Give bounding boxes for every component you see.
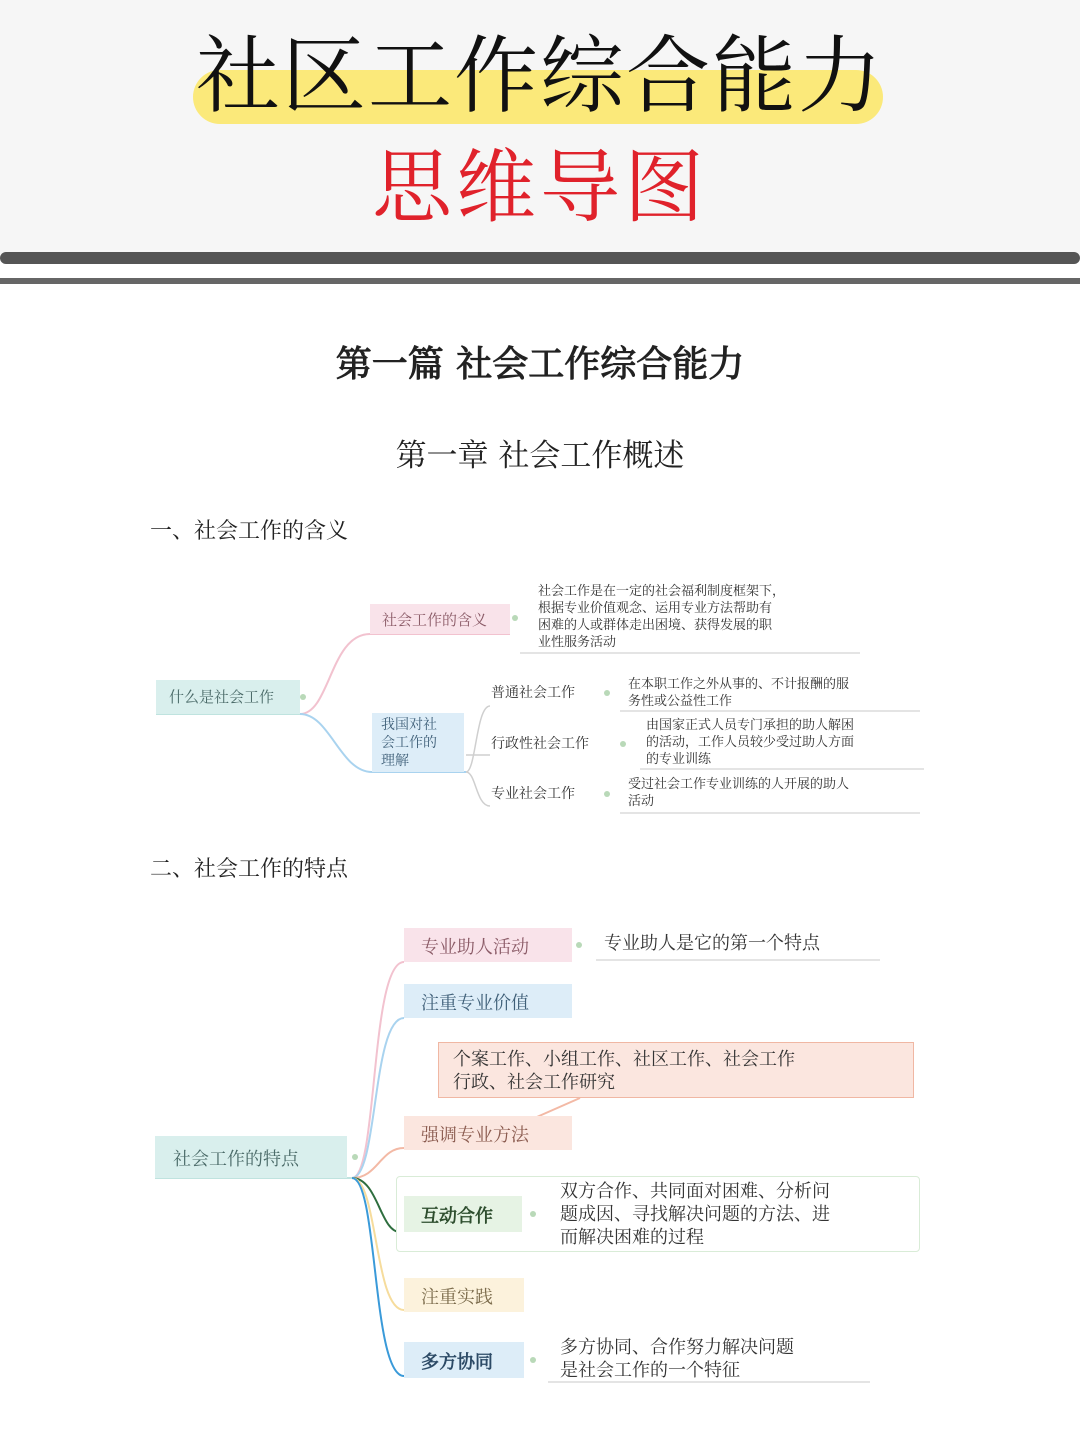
feature-professional-help[interactable]: 专业助人活动 (404, 928, 572, 962)
connector-dot (604, 690, 610, 696)
connector-dot (576, 942, 582, 948)
connector-dot (530, 1211, 536, 1217)
branch-understanding[interactable]: 我国对社 会工作的 理解 (372, 713, 464, 772)
page-subtitle: 思维导图 (372, 141, 708, 234)
part-title: 第一篇 社会工作综合能力 (335, 344, 745, 385)
meaning-definition: 社会工作是在一定的社会福利制度框架下， 根据专业价值观念、运用专业方法帮助有 困难的人或群体走出困境、获得发展的职 业性服务活动 (538, 584, 786, 650)
connector-dot (300, 694, 306, 700)
section-heading-meaning: 一、社会工作的含义 (150, 519, 349, 544)
feature-professional-values[interactable]: 注重专业价值 (404, 984, 572, 1018)
root-what-is-social-work[interactable]: 什么是社会工作 (156, 680, 300, 714)
feature-interaction-cooperation[interactable]: 互动合作 (404, 1196, 522, 1232)
root-features[interactable]: 社会工作的特点 (155, 1136, 347, 1178)
feature-multi-collaboration[interactable]: 多方协同 (404, 1342, 524, 1378)
connector-dot (604, 791, 610, 797)
connector-dot (530, 1357, 536, 1363)
connector-dot (512, 615, 518, 621)
type-administrative-label[interactable]: 行政性社会工作 (491, 736, 589, 752)
feature-multi-collaboration-text: 多方协同、合作努力解决问题 是社会工作的一个特征 (560, 1337, 794, 1381)
feature-interaction-text: 双方合作、共同面对困难、分析问 题成因、寻找解决问题的方法、进 而解决困难的过程 (560, 1181, 830, 1248)
feature-practice[interactable]: 注重实践 (404, 1278, 524, 1312)
section-heading-features: 二、社会工作的特点 (150, 857, 349, 882)
type-professional-label[interactable]: 专业社会工作 (491, 786, 575, 802)
feature-professional-help-text: 专业助人是它的第一个特点 (604, 933, 820, 954)
chapter-title: 第一章 社会工作概述 (395, 438, 685, 474)
type-administrative-text: 由国家正式人员专门承担的助人解困 的活动，工作人员较少受过助人方面 的专业训练 (646, 718, 855, 767)
type-professional-text: 受过社会工作专业训练的人开展的助人 活动 (628, 777, 850, 809)
type-general-label[interactable]: 普通社会工作 (491, 685, 575, 701)
branch-meaning[interactable]: 社会工作的含义 (370, 604, 510, 634)
connector-dot (620, 741, 626, 747)
feature-methods-callout: 个案工作、小组工作、社区工作、社会工作 行政、社会工作研究 (438, 1042, 914, 1098)
feature-professional-methods[interactable]: 强调专业方法 (404, 1116, 572, 1150)
connector-dot (352, 1154, 358, 1160)
type-general-text: 在本职工作之外从事的、不计报酬的服 务性或公益性工作 (628, 677, 850, 709)
page-title: 社区工作综合能力 (195, 27, 884, 125)
